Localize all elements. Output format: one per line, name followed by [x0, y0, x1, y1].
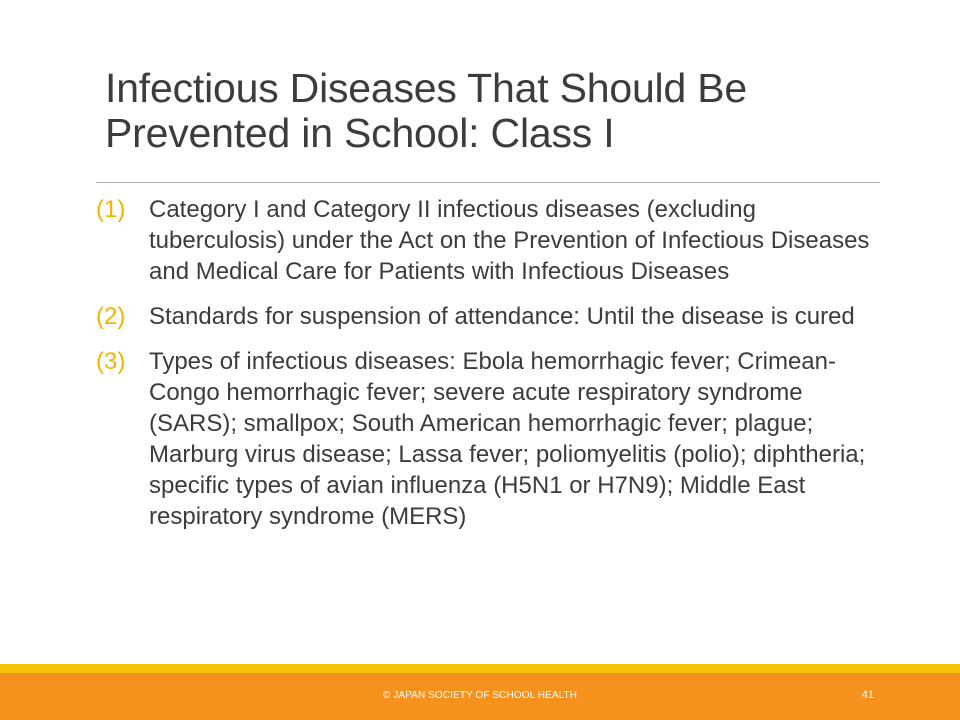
slide-title: Infectious Diseases That Should Be Prevented in School: Class I [105, 65, 747, 156]
list-item-1 [96, 194, 896, 287]
list-item-3 [96, 346, 896, 532]
list-item-text: Types of infectious diseases: Ebola hemorrhagic fever; Crimean-Congo hemorrhagic fever; severe acute respiratory syndrome (SARS); smallpox; South American hemorrhagic fever; plague; Marburg virus disease; Lassa fever; poliomyelitis (polio); diphtheria; specific types of avian influenza (H5N1 or H7N9); Middle East respiratory syndrome (MERS) [149, 348, 866, 530]
list-item-text: Standards for suspension of attendance: Until the disease is cured [149, 303, 855, 330]
footer-copyright: © JAPAN SOCIETY OF SCHOOL HEALTH [382, 690, 578, 701]
footer-accent-stripe [0, 664, 960, 673]
list-item-number: (1) [96, 196, 126, 223]
list-item-2 [96, 301, 896, 332]
list-item-number: (2) [96, 303, 126, 330]
page-number: 41 [861, 689, 874, 701]
title-divider [96, 182, 880, 183]
content-list [96, 194, 896, 546]
list-item-text: Category I and Category II infectious diseases (excluding tuberculosis) under the Act on the Prevention of Infectious Diseases and Medical Care for Patients with Infectious Diseases [149, 196, 870, 285]
list-item-number: (3) [96, 348, 126, 375]
